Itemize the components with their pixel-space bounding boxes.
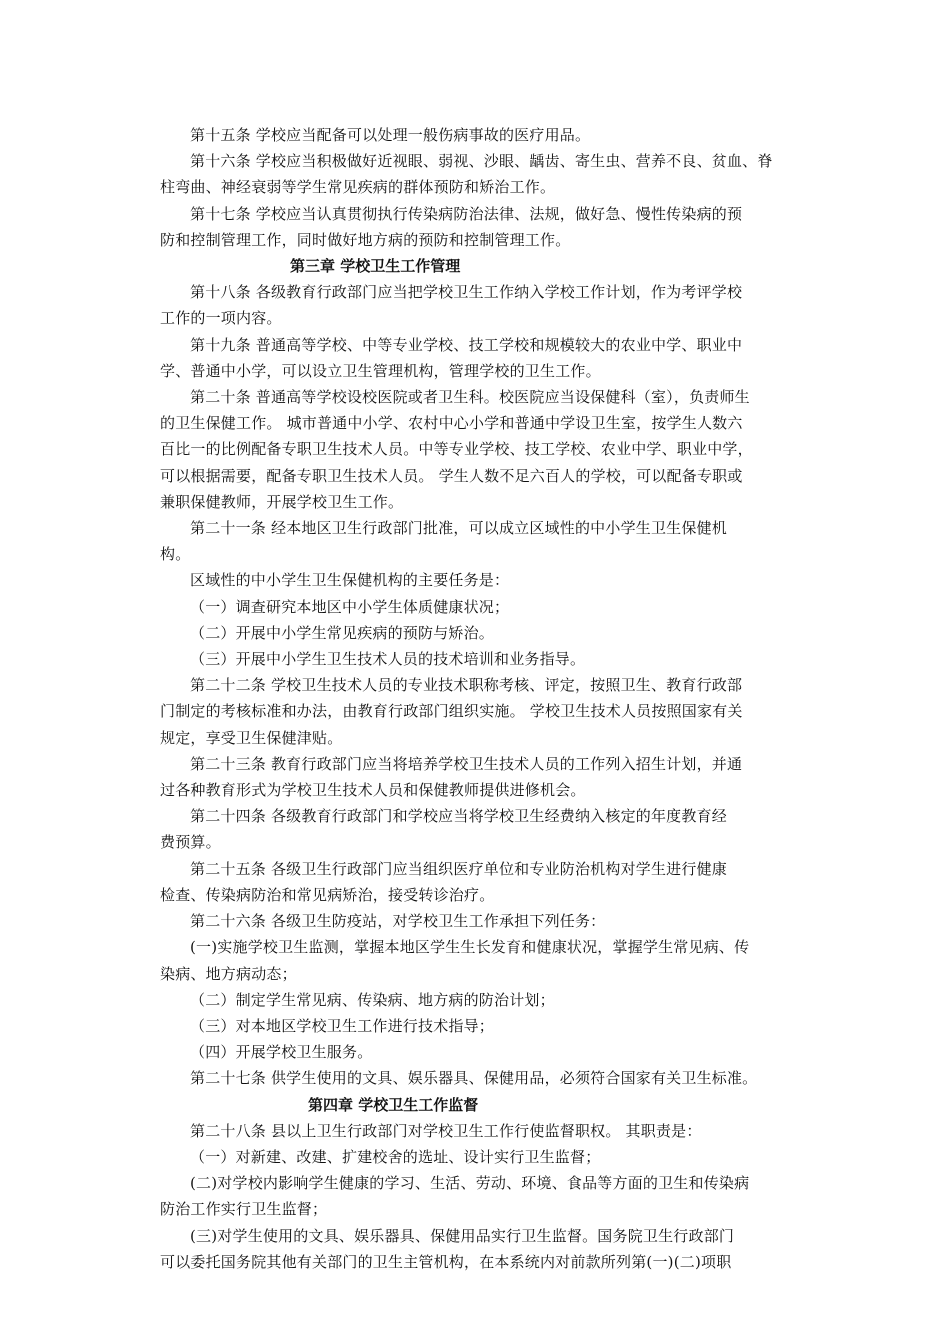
text-line: 学、普通中小学，可以设立卫生管理机构，管理学校的卫生工作。: [160, 361, 601, 380]
text-line: 费预算。: [160, 833, 221, 852]
text-line: 兼职保健教师，开展学校卫生工作。: [160, 492, 404, 511]
text-line: 第二十条 普通高等学校设校医院或者卫生科。校医院应当设保健科（室），负责师生: [190, 388, 750, 407]
text-line: 染病、地方病动态；: [160, 964, 297, 983]
text-line: （三）对本地区学校卫生工作进行技术指导；: [190, 1016, 495, 1035]
text-line: (三)对学生使用的文具、娱乐器具、保健用品实行卫生监督。国务院卫生行政部门: [190, 1226, 735, 1245]
text-line: 构。: [160, 545, 191, 564]
chapter-heading: 第四章 学校卫生工作监督: [308, 1095, 479, 1114]
document-body: [160, 122, 800, 1275]
text-line: 第十九条 普通高等学校、中等专业学校、技工学校和规模较大的农业中学、职业中: [190, 335, 743, 354]
text-line: （三）开展中小学生卫生技术人员的技术培训和业务指导。: [190, 650, 586, 669]
text-line: 第二十七条 供学生使用的文具、娱乐器具、保健用品，必须符合国家有关卫生标准。: [190, 1069, 758, 1088]
text-line: 可以委托国务院其他有关部门的卫生主管机构，在本系统内对前款所列第(一)(二)项职: [160, 1252, 732, 1271]
text-line: 第十五条 学校应当配备可以处理一般伤病事故的医疗用品。: [190, 126, 591, 144]
text-line: （一）对新建、改建、扩建校舍的选址、设计实行卫生监督；: [190, 1147, 601, 1166]
text-line: 第二十五条 各级卫生行政部门应当组织医疗单位和专业防治机构对学生进行健康: [190, 859, 727, 878]
text-line: （二）制定学生常见病、传染病、地方病的防治计划；: [190, 990, 555, 1009]
text-line: 第十七条 学校应当认真贯彻执行传染病防治法律、法规，做好急、慢性传染病的预: [190, 204, 743, 223]
text-line: 防治工作实行卫生监督；: [160, 1200, 328, 1219]
text-line: 第二十八条 县以上卫生行政部门对学校卫生工作行使监督职权。 其职责是：: [190, 1121, 702, 1140]
text-line: 区域性的中小学生卫生保健机构的主要任务是：: [190, 571, 510, 590]
text-line: 检查、传染病防治和常见病矫治，接受转诊治疗。: [160, 885, 495, 904]
text-line: 第二十六条 各级卫生防疫站，对学校卫生工作承担下列任务：: [190, 912, 606, 931]
text-line: 过各种教育形式为学校卫生技术人员和保健教师提供进修机会。: [160, 781, 586, 800]
text-line: 百比一的比例配备专职卫生技术人员。中等专业学校、技工学校、农业中学、职业中学，: [160, 440, 753, 459]
text-line: 规定，享受卫生保健津贴。: [160, 728, 343, 747]
text-line: （一）调查研究本地区中小学生体质健康状况；: [190, 597, 510, 616]
text-line: 第二十一条 经本地区卫生行政部门批准，可以成立区域性的中小学生卫生保健机: [190, 519, 727, 538]
text-line: 第二十四条 各级教育行政部门和学校应当将学校卫生经费纳入核定的年度教育经: [190, 807, 727, 826]
text-line: 柱弯曲、神经衰弱等学生常见疾病的群体预防和矫治工作。: [160, 178, 556, 197]
text-line: 第二十二条 学校卫生技术人员的专业技术职称考核、评定，按照卫生、教育行政部: [190, 676, 743, 695]
text-line: 工作的一项内容。: [160, 309, 282, 328]
text-line: 第十六条 学校应当积极做好近视眼、弱视、沙眼、龋齿、寄生虫、营养不良、贫血、脊: [190, 152, 773, 171]
text-line: （二）开展中小学生常见疾病的预防与矫治。: [190, 623, 495, 642]
text-line: 的卫生保健工作。 城市普通中小学、农村中心小学和普通中学设卫生室，按学生人数六: [160, 414, 743, 433]
text-line: 防和控制管理工作，同时做好地方病的预防和控制管理工作。: [160, 230, 571, 249]
chapter-heading: 第三章 学校卫生工作管理: [290, 257, 461, 276]
text-line: 第二十三条 教育行政部门应当将培养学校卫生技术人员的工作列入招生计划，并通: [190, 754, 743, 773]
text-line: 第十八条 各级教育行政部门应当把学校卫生工作纳入学校工作计划，作为考评学校: [190, 283, 743, 302]
text-line: 可以根据需要，配备专职卫生技术人员。 学生人数不足六百人的学校，可以配备专职或: [160, 466, 743, 485]
text-line: (一)实施学校卫生监测，掌握本地区学生生长发育和健康状况，掌握学生常见病、传: [190, 938, 750, 957]
text-line: （四）开展学校卫生服务。: [190, 1043, 373, 1062]
text-line: (二)对学校内影响学生健康的学习、生活、劳动、环境、食品等方面的卫生和传染病: [190, 1174, 750, 1193]
text-line: 门制定的考核标准和办法，由教育行政部门组织实施。 学校卫生技术人员按照国家有关: [160, 702, 743, 721]
